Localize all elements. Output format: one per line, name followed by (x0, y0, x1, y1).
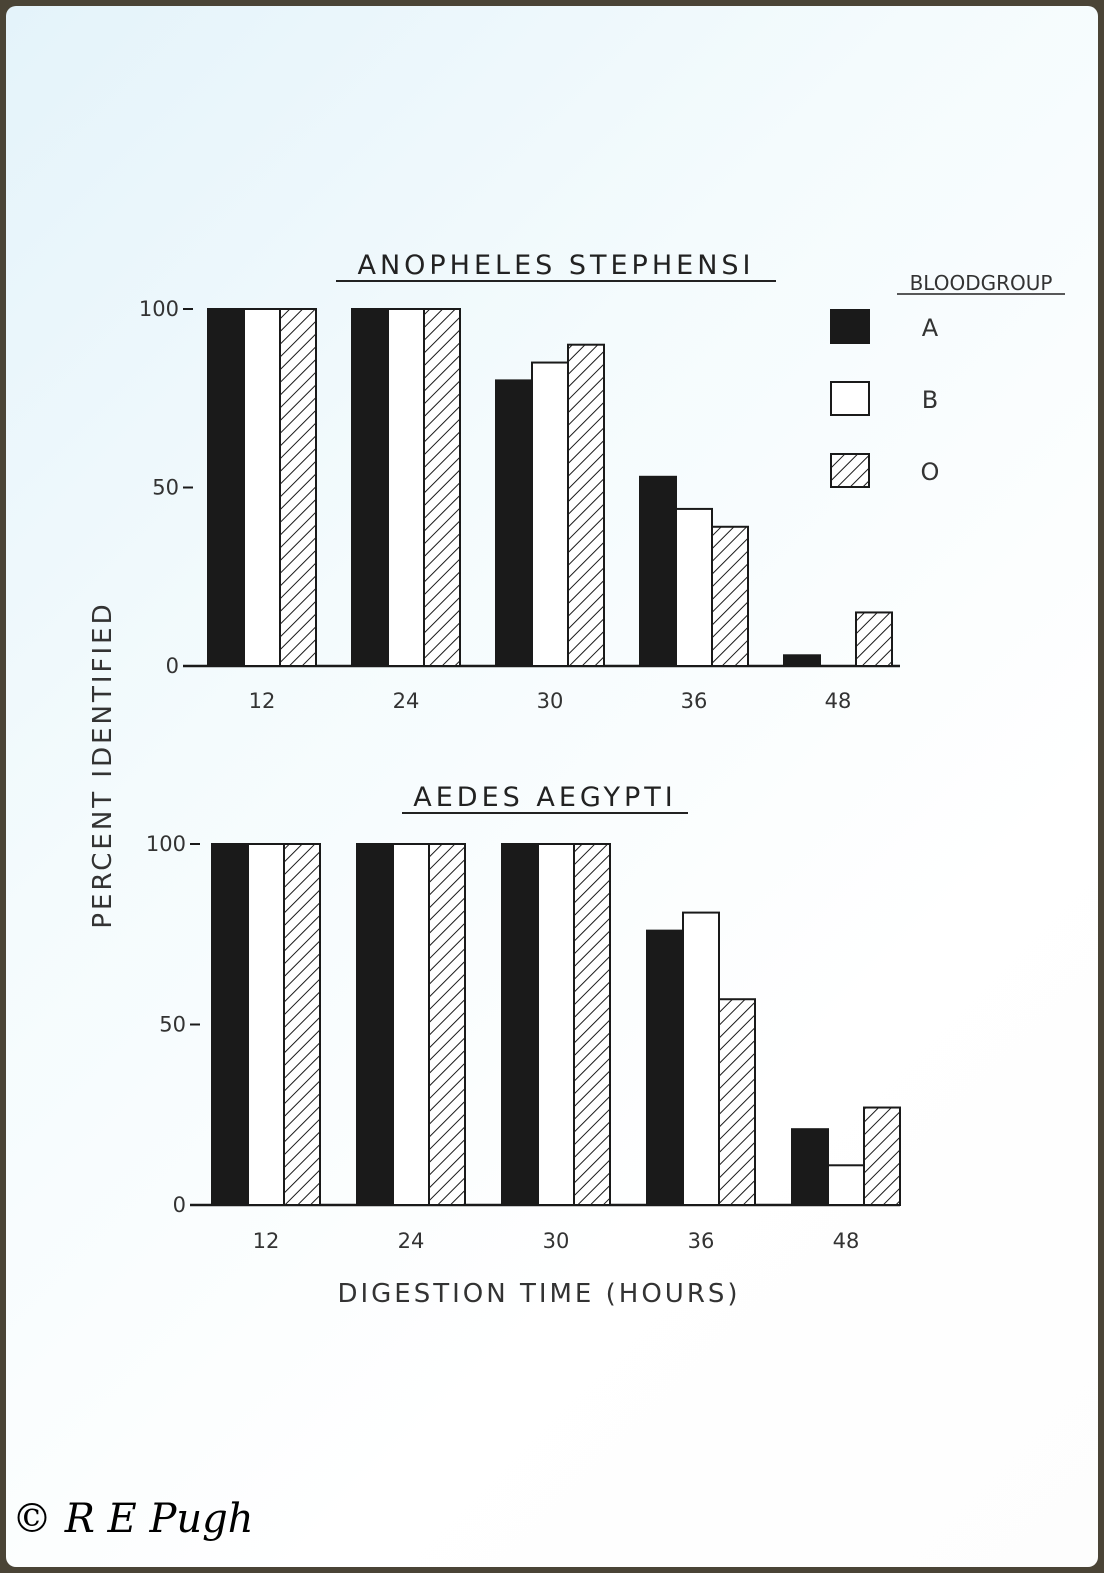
bar-b-30 (532, 363, 568, 666)
bar-o-30 (574, 844, 610, 1205)
x-tick-label: 48 (824, 689, 852, 713)
bar-a-36 (640, 477, 676, 666)
bar-b-12 (248, 844, 284, 1205)
x-tick-label: 36 (687, 1229, 715, 1253)
bar-o-36 (719, 999, 755, 1205)
x-axis-label: DIGESTION TIME (HOURS) (337, 1279, 741, 1309)
bar-o-24 (424, 309, 460, 666)
bar-a-48 (784, 655, 820, 666)
bar-a-48 (792, 1129, 828, 1205)
y-tick-label: 50 (152, 475, 179, 500)
x-tick-label: 12 (252, 1229, 280, 1253)
copyright-notice: © R E Pugh (12, 1496, 254, 1542)
y-tick-label: 0 (172, 1193, 186, 1217)
y-tick-label: 50 (159, 1012, 186, 1037)
legend-label-o: O (920, 458, 940, 486)
bar-b-12 (244, 309, 280, 666)
legend-swatch-o (831, 454, 869, 487)
bar-a-36 (647, 931, 683, 1205)
bar-a-24 (352, 309, 388, 666)
bar-o-12 (280, 309, 316, 666)
y-tick-label: 100 (145, 832, 186, 856)
x-tick-label: 12 (248, 689, 276, 713)
bar-o-48 (856, 612, 892, 666)
legend-title: BLOODGROUP (909, 271, 1053, 295)
bar-b-36 (683, 913, 719, 1205)
bar-a-24 (357, 844, 393, 1205)
x-tick-label: 24 (392, 689, 420, 713)
y-tick-label: 100 (138, 297, 179, 321)
bar-b-24 (393, 844, 429, 1205)
legend-swatch-a (831, 310, 869, 343)
bar-b-24 (388, 309, 424, 666)
bar-b-36 (676, 509, 712, 666)
bar-o-30 (568, 345, 604, 666)
bar-b-30 (538, 844, 574, 1205)
legend-label-a: A (921, 314, 939, 342)
bar-o-48 (864, 1108, 900, 1205)
x-tick-label: 24 (397, 1229, 425, 1253)
y-axis-label: PERCENT IDENTIFIED (88, 601, 118, 929)
x-tick-label: 30 (542, 1229, 570, 1253)
legend-swatch-b (831, 382, 869, 415)
x-tick-label: 48 (832, 1229, 860, 1253)
y-tick-label: 0 (165, 654, 179, 678)
anopheles-stephensi-chart (139, 297, 900, 713)
bar-a-30 (496, 380, 532, 666)
bar-b-48 (828, 1165, 864, 1205)
bottom-chart-title: AEDES AEGYPTI (413, 782, 677, 813)
bar-a-12 (212, 844, 248, 1205)
top-chart-title: ANOPHELES STEPHENSI (357, 250, 755, 281)
bar-o-36 (712, 527, 748, 666)
x-tick-label: 36 (680, 689, 708, 713)
legend-label-b: B (921, 386, 939, 414)
bar-a-12 (208, 309, 244, 666)
x-tick-label: 30 (536, 689, 564, 713)
bar-o-12 (284, 844, 320, 1205)
legend (831, 310, 939, 487)
aedes-aegypti-chart (146, 832, 900, 1253)
bar-a-30 (502, 844, 538, 1205)
bar-o-24 (429, 844, 465, 1205)
